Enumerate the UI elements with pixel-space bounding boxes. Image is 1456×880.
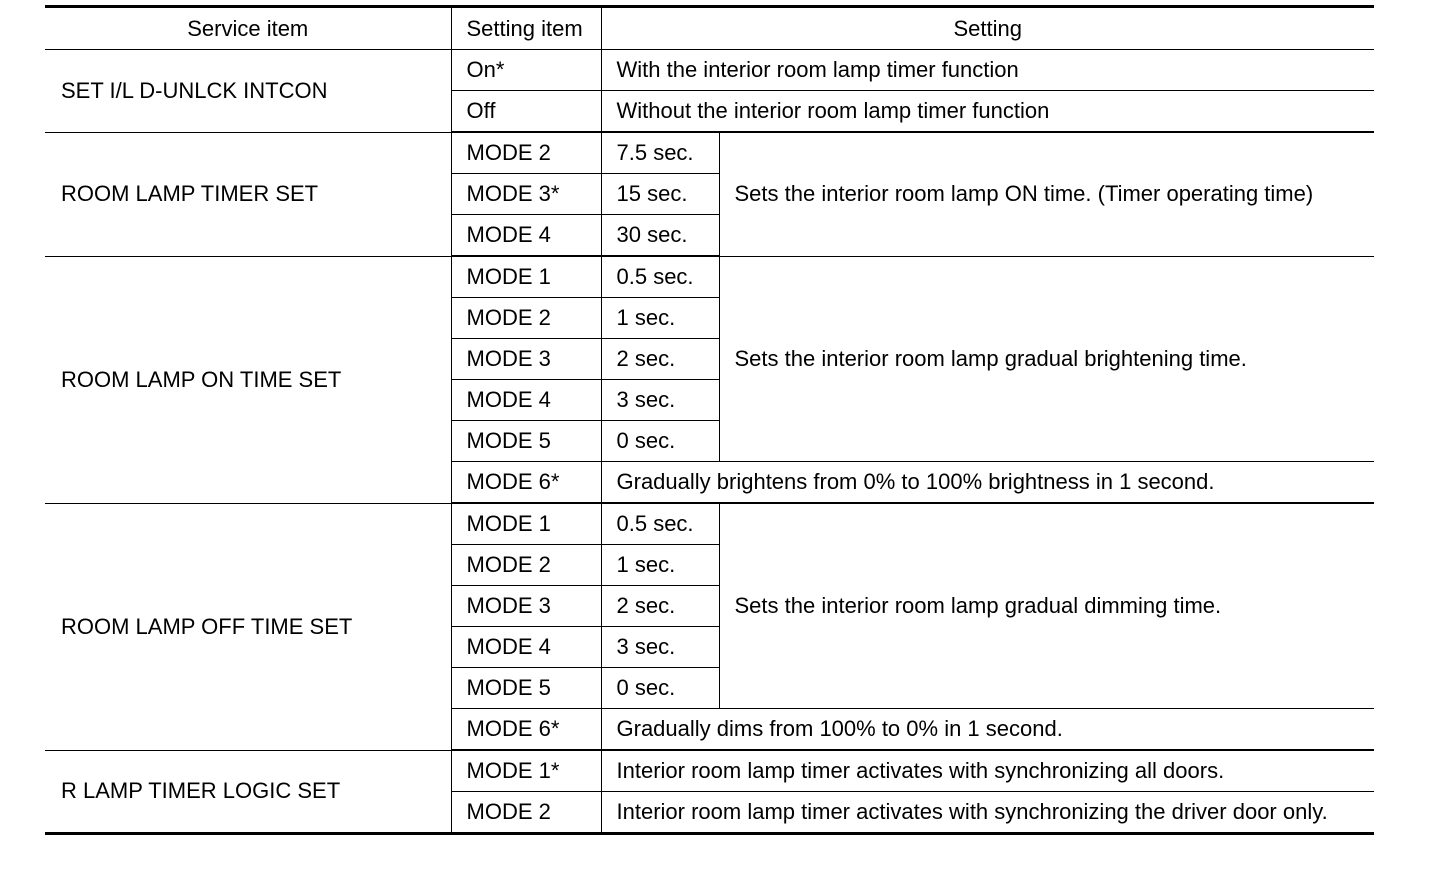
table-row (45, 750, 1374, 792)
description-cell: Sets the interior room lamp ON time. (Timer operating time) (719, 132, 1374, 256)
setting-item-cell: MODE 5 (451, 421, 601, 462)
value-cell: 1 sec. (601, 298, 719, 339)
description-cell: Sets the interior room lamp gradual brightening time. (719, 256, 1374, 462)
table-row (45, 132, 1374, 174)
value-cell: 2 sec. (601, 339, 719, 380)
setting-cell: Without the interior room lamp timer function (601, 91, 1374, 133)
value-cell: 3 sec. (601, 627, 719, 668)
header-setting: Setting (601, 7, 1374, 50)
service-item-cell: ROOM LAMP TIMER SET (45, 132, 451, 256)
value-cell: 0.5 sec. (601, 256, 719, 298)
setting-cell: Gradually brightens from 0% to 100% brightness in 1 second. (601, 462, 1374, 504)
setting-item-cell: MODE 2 (451, 298, 601, 339)
service-item-cell: ROOM LAMP OFF TIME SET (45, 503, 451, 750)
value-cell: 3 sec. (601, 380, 719, 421)
service-item-cell: ROOM LAMP ON TIME SET (45, 256, 451, 503)
setting-item-cell: MODE 1 (451, 503, 601, 545)
setting-item-cell: MODE 3 (451, 339, 601, 380)
setting-cell: Interior room lamp timer activates with synchronizing all doors. (601, 750, 1374, 792)
value-cell: 0.5 sec. (601, 503, 719, 545)
value-cell: 7.5 sec. (601, 132, 719, 174)
setting-item-cell: MODE 4 (451, 215, 601, 257)
setting-item-cell: MODE 2 (451, 132, 601, 174)
setting-item-cell: MODE 5 (451, 668, 601, 709)
service-settings-table (45, 5, 1374, 835)
setting-item-cell: On* (451, 50, 601, 91)
description-cell: Sets the interior room lamp gradual dimming time. (719, 503, 1374, 709)
value-cell: 1 sec. (601, 545, 719, 586)
value-cell: 0 sec. (601, 668, 719, 709)
table-row (45, 50, 1374, 91)
header-service-item: Service item (45, 7, 451, 50)
value-cell: 15 sec. (601, 174, 719, 215)
setting-item-cell: MODE 4 (451, 627, 601, 668)
setting-cell: With the interior room lamp timer function (601, 50, 1374, 91)
value-cell: 2 sec. (601, 586, 719, 627)
setting-cell: Interior room lamp timer activates with synchronizing the driver door only. (601, 792, 1374, 834)
setting-cell: Gradually dims from 100% to 0% in 1 second. (601, 709, 1374, 751)
value-cell: 0 sec. (601, 421, 719, 462)
service-item-cell: SET I/L D-UNLCK INTCON (45, 50, 451, 133)
setting-item-cell: MODE 6* (451, 462, 601, 504)
table-header-row (45, 7, 1374, 50)
setting-item-cell: MODE 1* (451, 750, 601, 792)
setting-item-cell: MODE 6* (451, 709, 601, 751)
table-row (45, 503, 1374, 545)
service-item-cell: R LAMP TIMER LOGIC SET (45, 750, 451, 834)
setting-item-cell: MODE 3* (451, 174, 601, 215)
value-cell: 30 sec. (601, 215, 719, 257)
setting-item-cell: MODE 2 (451, 792, 601, 834)
setting-item-cell: MODE 3 (451, 586, 601, 627)
header-setting-item: Setting item (451, 7, 601, 50)
setting-item-cell: MODE 2 (451, 545, 601, 586)
setting-item-cell: MODE 1 (451, 256, 601, 298)
setting-item-cell: Off (451, 91, 601, 133)
setting-item-cell: MODE 4 (451, 380, 601, 421)
table-row (45, 256, 1374, 298)
